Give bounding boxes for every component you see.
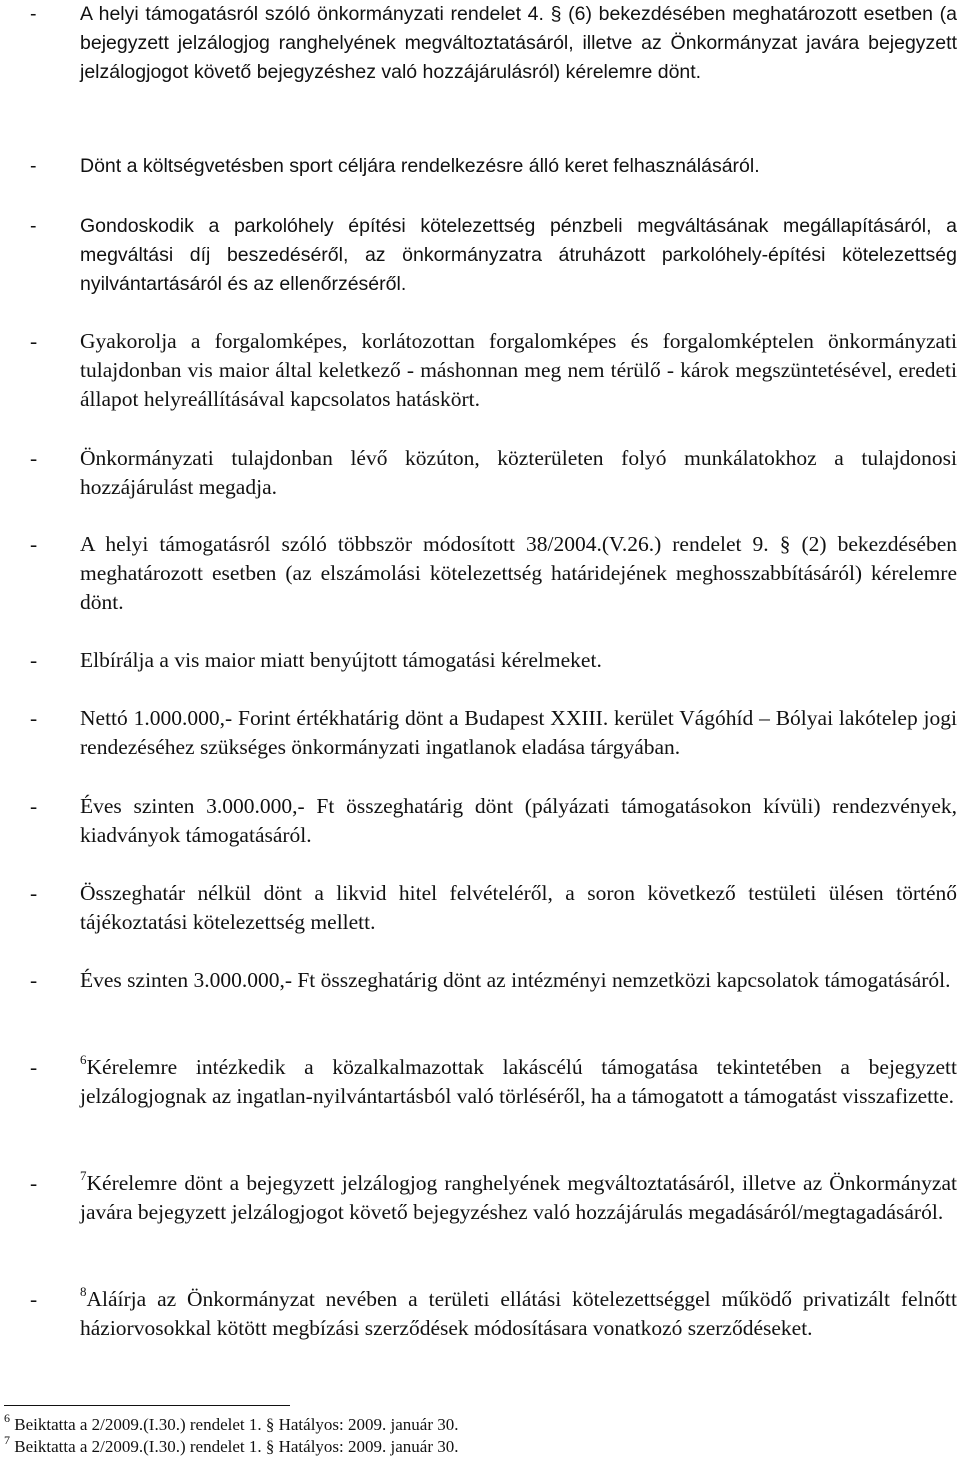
- list-item: [30, 0, 957, 87]
- footnote-text: Beiktatta a 2/2009.(I.30.) rendelet 1. § Hatályos: 2009. január 30.: [10, 1415, 459, 1434]
- list-item-text: [80, 1053, 957, 1111]
- footnote: [4, 1411, 459, 1435]
- list-item-text: A helyi támogatásról szóló többször módosított 38/2004.(V.26.) rendelet 9. § (2) bekezdésében meghatározott esetben (az elszámolási kötelezettség határidejének meghosszabbításáról) kérelemre dönt.: [80, 532, 957, 614]
- list-item: [30, 966, 957, 995]
- list-dash: -: [30, 648, 38, 672]
- list-item: [30, 1053, 957, 1111]
- list-item: [30, 704, 957, 762]
- list-dash: -: [30, 706, 38, 730]
- list-dash: -: [30, 155, 37, 177]
- list-item: [30, 879, 957, 937]
- footnote-ref: 7: [80, 1167, 87, 1183]
- list-item-text: Elbírálja a vis maior miatt benyújtott támogatási kérelmeket.: [80, 648, 602, 672]
- list-item: [30, 327, 957, 414]
- footnote-ref: 8: [80, 1283, 87, 1299]
- list-item: [30, 646, 957, 675]
- list-item-text: Éves szinten 3.000.000,- Ft összeghatárig dönt az intézményi nemzetközi kapcsolatok támogatásáról.: [80, 968, 951, 992]
- footnote-number: 7: [4, 1433, 10, 1448]
- list-item: [30, 1169, 957, 1227]
- footnote-ref: 6: [80, 1051, 87, 1067]
- footnote-number: 6: [4, 1411, 10, 1426]
- list-item: [30, 152, 957, 181]
- list-item-text: Éves szinten 3.000.000,- Ft összeghatárig dönt (pályázati támogatásokon kívüli) rendezvények, kiadványok támogatásáról.: [80, 794, 957, 847]
- list-dash: -: [30, 446, 38, 470]
- footnote-text: Beiktatta a 2/2009.(I.30.) rendelet 1. § Hatályos: 2009. január 30.: [10, 1437, 459, 1456]
- footnote-separator: [4, 1405, 290, 1406]
- list-dash: -: [30, 329, 38, 353]
- list-item: [30, 792, 957, 850]
- list-item-body: Kérelemre dönt a bejegyzett jelzálogjog ranghelyének megváltoztatásáról, illetve az Önkormányzat javára bejegyzett jelzálogjogot követő bejegyzéshez való hozzájárulás megadásáról/megtagadásáról.: [80, 1171, 957, 1224]
- list-item-text: Gondoskodik a parkolóhely építési kötelezettség pénzbeli megváltásának megállapításáról, a megváltási díj beszedéséről, az önkormányzatra átruházott parkolóhely-építési kötelezettség nyilvántartásáról és az ellenőrzéséről.: [80, 215, 957, 295]
- list-item-body: Aláírja az Önkormányzat nevében a területi ellátási kötelezettséggel működő privatizált felnőtt háziorvosokkal kötött megbízási szerződések módosításara vonatkozó szerződéseket.: [80, 1287, 957, 1340]
- list-item-text: Összeghatár nélkül dönt a likvid hitel felvételéről, a soron következő testületi ülésen történő tájékoztatási kötelezettség mellett.: [80, 881, 957, 934]
- list-item-text: Gyakorolja a forgalomképes, korlátozottan forgalomképes és forgalomképtelen önkormányzati tulajdonban vis maior által keletkező - máshonnan meg nem térülő - károk megszüntetésével, eredeti állapot helyreállításával kapcsolatos hatáskört.: [80, 329, 957, 411]
- list-dash: -: [30, 1171, 38, 1195]
- list-item: [30, 212, 957, 299]
- list-item-body: Kérelemre intézkedik a közalkalmazottak lakáscélú támogatása tekintetében a bejegyzett jelzálogjognak az ingatlan-nyilvántartásból való törléséről, ha a támogatott a támogatást visszafizette.: [80, 1055, 957, 1108]
- list-item-text: Nettó 1.000.000,- Forint értékhatárig dönt a Budapest XXIII. kerület Vágóhíd – Bólyai lakótelep jogi rendezéséhez szükséges önkormányzati ingatlanok eladása tárgyában.: [80, 706, 957, 759]
- list-dash: -: [30, 881, 38, 905]
- list-dash: -: [30, 532, 38, 556]
- list-item: [30, 444, 957, 502]
- footnote: [4, 1433, 459, 1457]
- list-item-text: Dönt a költségvetésben sport céljára rendelkezésre álló keret felhasználásáról.: [80, 155, 760, 177]
- list-item-text: [80, 1169, 957, 1227]
- list-item-text: Önkormányzati tulajdonban lévő közúton, közterületen folyó munkálatokhoz a tulajdonosi hozzájárulást megadja.: [80, 446, 957, 499]
- list-item-text: [80, 1285, 957, 1343]
- list-dash: -: [30, 3, 37, 25]
- list-item: [30, 1285, 957, 1343]
- list-dash: -: [30, 1055, 38, 1079]
- list-dash: -: [30, 968, 38, 992]
- list-item: [30, 530, 957, 617]
- list-item-text: A helyi támogatásról szóló önkormányzati rendelet 4. § (6) bekezdésében meghatározott esetben (a bejegyzett jelzálogjog ranghelyének megváltoztatásáról, illetve az Önkormányzat javára bejegyzett jelzálogjogot követő bejegyzéshez való hozzájárulásról) kérelemre dönt.: [80, 3, 957, 83]
- list-dash: -: [30, 794, 38, 818]
- list-dash: -: [30, 215, 37, 237]
- list-dash: -: [30, 1287, 38, 1311]
